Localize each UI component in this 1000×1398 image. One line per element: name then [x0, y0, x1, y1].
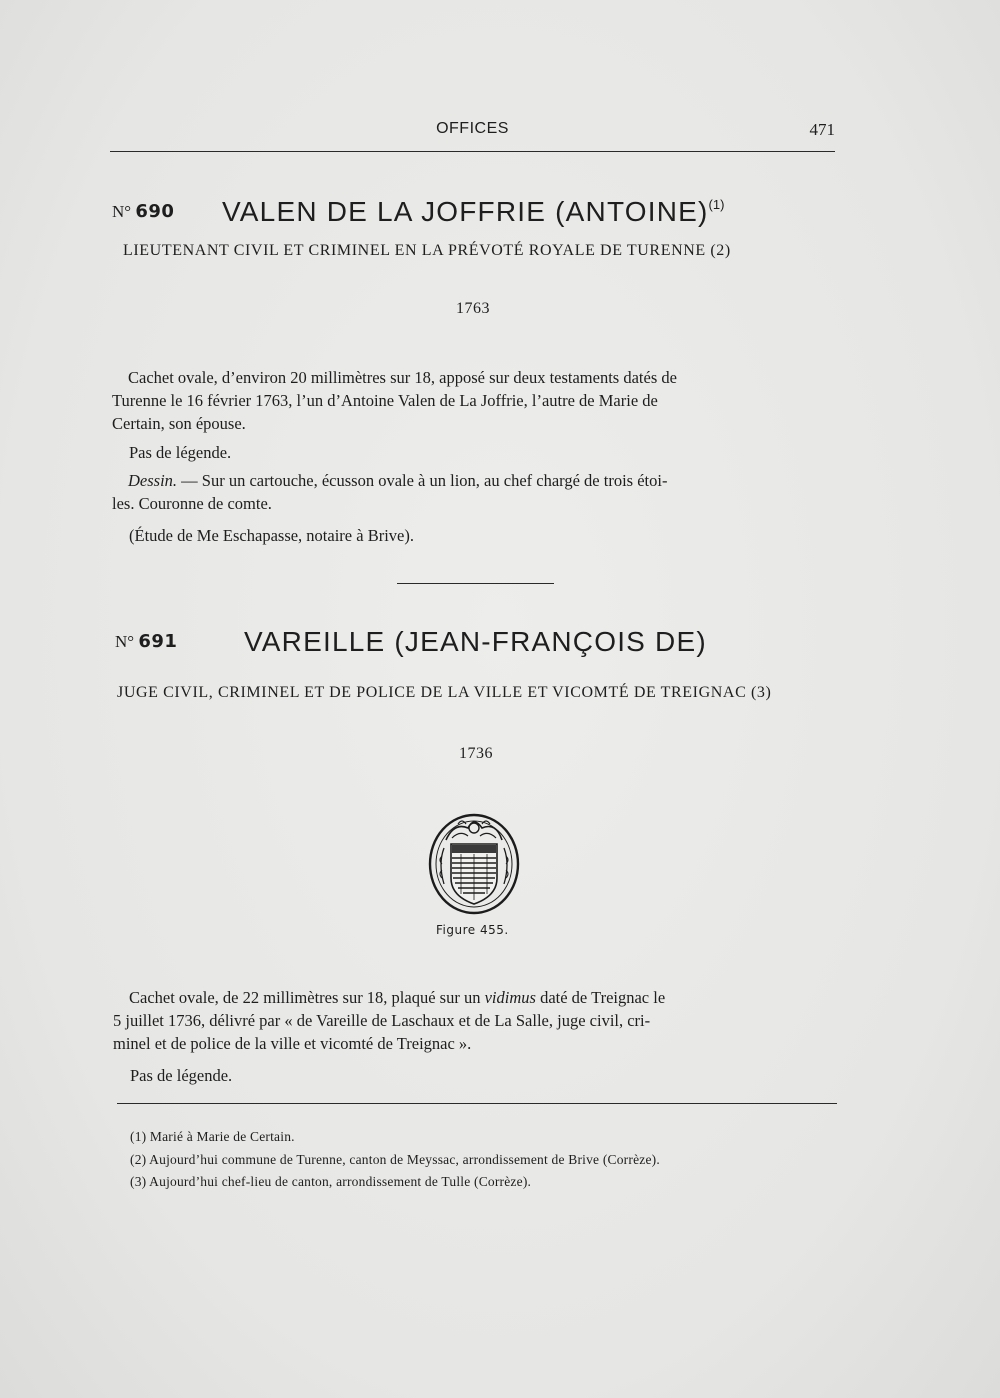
- seal-figure: [424, 808, 524, 918]
- footnote-3: (3) Aujourd’hui chef-lieu de canton, arrondissement de Tulle (Corrèze).: [130, 1174, 532, 1189]
- entry-separator: [397, 583, 554, 584]
- entry-legend: Pas de légende.: [129, 443, 232, 462]
- entry-drawing: Dessin. — Sur un cartouche, écusson ovale à un lion, au chef chargé de trois étoi- les. Couronne de comte.: [112, 471, 668, 513]
- footnote-rule: [117, 1103, 837, 1104]
- vidimus-term: vidimus: [484, 988, 536, 1007]
- entry-legend: Pas de légende.: [130, 1066, 233, 1085]
- entry-year: 1763: [456, 300, 490, 317]
- entry-description: Cachet ovale, de 22 millimètres sur 18, plaqué sur un vidimus daté de Treignac le 5 juillet 1736, délivré par « de Vareille de Laschaux et de La Salle, juge civil, cri- minel et de police de la ville et vicomté de Treignac ».: [113, 988, 666, 1053]
- running-title: OFFICES: [436, 120, 509, 137]
- entry-office: JUGE CIVIL, CRIMINEL ET DE POLICE DE LA VILLE ET VICOMTÉ DE TREIGNAC (3): [117, 684, 772, 701]
- header-rule: [110, 151, 835, 152]
- drawing-label: Dessin.: [128, 471, 178, 490]
- oval-seal-image: [424, 808, 524, 918]
- entry-690-header: [112, 184, 832, 228]
- footnote-1: (1) Marié à Marie de Certain.: [130, 1129, 295, 1144]
- entry-number: N° 690: [112, 201, 175, 222]
- footnote-ref: (1): [708, 197, 725, 212]
- entry-691-header: [115, 614, 835, 658]
- entry-title: VAREILLE (JEAN-FRANÇOIS DE): [244, 626, 707, 657]
- entry-number: N° 691: [115, 631, 178, 652]
- page-number: 471: [809, 120, 835, 139]
- entry-year: 1736: [459, 745, 493, 762]
- footnote-2: (2) Aujourd’hui commune de Turenne, canton de Meyssac, arrondissement de Brive (Corrèze).: [130, 1152, 660, 1167]
- running-head: [110, 118, 835, 142]
- figure-caption: Figure 455.: [436, 923, 509, 937]
- entry-source: (Étude de Me Eschapasse, notaire à Brive).: [129, 526, 414, 545]
- entry-title: VALEN DE LA JOFFRIE (ANTOINE)$^{(1)}$: [222, 196, 725, 227]
- entry-description: Cachet ovale, d’environ 20 millimètres sur 18, apposé sur deux testaments datés de Turenne le 16 février 1763, l’un d’Antoine Valen de La Joffrie, l’autre de Marie de Certain, son épouse.: [112, 368, 677, 433]
- entry-office: LIEUTENANT CIVIL ET CRIMINEL EN LA PRÉVOTÉ ROYALE DE TURENNE (2): [123, 242, 731, 259]
